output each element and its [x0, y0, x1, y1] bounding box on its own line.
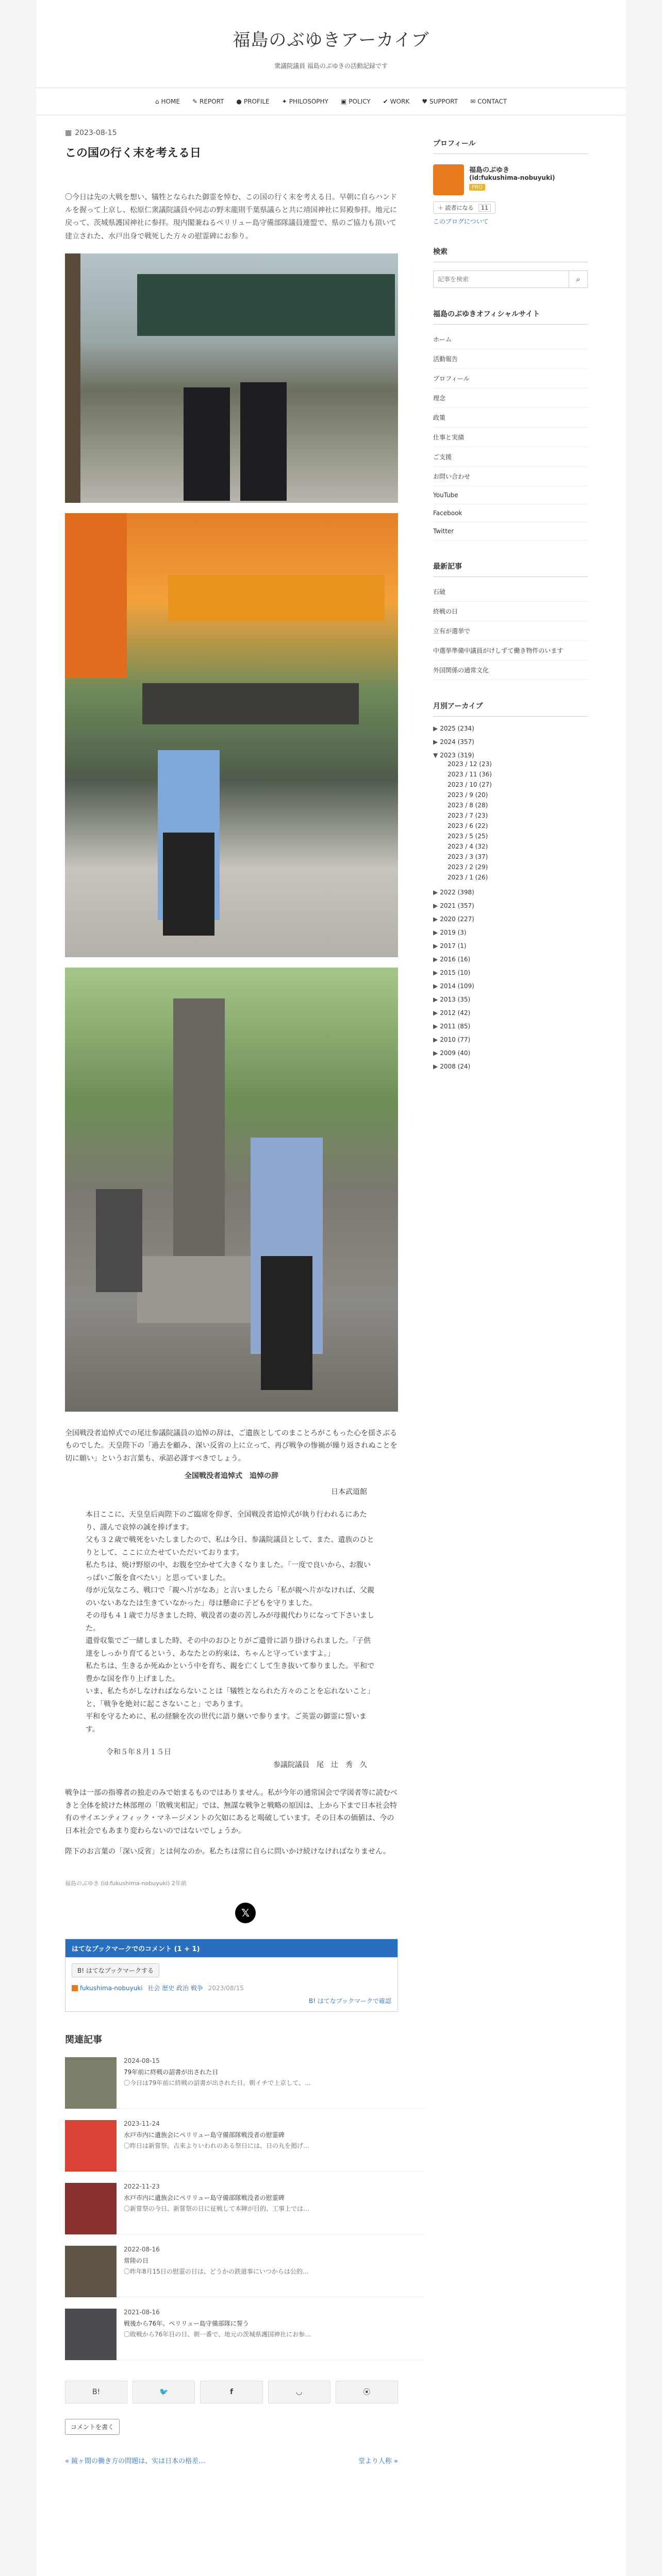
archive-label: 2017 (1) — [440, 942, 467, 950]
related-title[interactable]: 戦後から76年。ペリリュー島守備部隊に誓う — [124, 2319, 249, 2327]
recent-links — [433, 582, 588, 680]
archive-label: 2022 (398) — [440, 889, 474, 896]
archive-month[interactable]: 2023 / 11 (36) — [448, 771, 492, 778]
hatena-date: 2023/08/15 — [208, 1984, 244, 1992]
archive-year[interactable] — [433, 1020, 588, 1033]
search-form — [433, 270, 588, 288]
archive-label: 2012 (42) — [440, 1009, 471, 1016]
photo-gokoku-shrine — [65, 513, 398, 957]
profile-name[interactable]: 福島のぶゆき — [469, 166, 510, 174]
entry-title[interactable]: この国の行く末を考える日 — [65, 147, 202, 160]
global-nav — [36, 88, 626, 115]
hatena-user-link[interactable]: fukushima-nobuyuki — [79, 1984, 143, 1992]
message-paragraph: 遺骨収集でご一緒しました時、その中のおひとりがご遺骨に語り掛けられました。「子供達をしっかり育てるという、あなたとの約束は、ちゃんと守っていますよ。」 — [86, 1637, 371, 1658]
related-date: 2023-11-24 — [124, 2120, 160, 2127]
archive-label: 2013 (35) — [440, 996, 471, 1003]
hatena-bookmark-box — [65, 1939, 398, 2012]
archive-label: 2019 (3) — [440, 929, 467, 936]
report-icon: ✎ — [192, 98, 198, 105]
nav-label: SUPPORT — [429, 98, 458, 105]
official-link[interactable]: 政策 — [433, 408, 588, 428]
recent-link[interactable]: 外国関係の通常文化 — [433, 660, 588, 680]
next-entry-link[interactable]: 堂より人称 » — [358, 2457, 398, 2465]
recent-link[interactable]: 終戦の日 — [433, 602, 588, 621]
message-paragraph: 私たちは、生きるか死ぬかという中を育ち、親を亡くして生き抜いて参りました。平和で豊かな国を作り上げました。 — [86, 1662, 374, 1683]
archive-month[interactable]: 2023 / 8 (28) — [448, 802, 488, 809]
sidebar — [433, 138, 588, 1073]
recent-link[interactable]: 立有が選挙で — [433, 621, 588, 641]
pocket-share-button[interactable] — [268, 2381, 330, 2403]
home-icon: ⌂ — [155, 98, 159, 105]
chevron-right-icon: ▶ — [433, 889, 438, 896]
archive-month[interactable]: 2023 / 3 (37) — [448, 853, 488, 860]
archive-month[interactable]: 2023 / 1 (26) — [448, 874, 488, 881]
official-link[interactable]: 活動報告 — [433, 349, 588, 369]
entry-date-text: 2023-08-15 — [75, 129, 117, 137]
nav-work[interactable] — [383, 98, 410, 105]
archive-year[interactable] — [433, 722, 588, 735]
nav-label: REPORT — [200, 98, 224, 105]
pro-badge: PRO — [469, 184, 485, 191]
nav-label: CONTACT — [477, 98, 507, 105]
message-date: 令和５年８月１５日 — [106, 1748, 171, 1757]
related-title[interactable]: 常陸の日 — [124, 2257, 149, 2264]
archive-month[interactable]: 2023 / 12 (23) — [448, 760, 492, 768]
chevron-right-icon: ▶ — [433, 982, 438, 990]
archive-month[interactable]: 2023 / 4 (32) — [448, 843, 488, 850]
related-excerpt: 〇新嘗祭の今日、新嘗祭の日に征戦して本陣が目的、工事上では… — [124, 2205, 310, 2212]
chevron-right-icon: ▶ — [433, 1009, 438, 1016]
chevron-right-icon: ▶ — [433, 956, 438, 963]
archive-label: 2020 (227) — [440, 916, 474, 923]
related-date: 2022-08-16 — [124, 2245, 160, 2253]
site-title[interactable]: 福島のぶゆきアーカイブ — [233, 30, 429, 50]
chevron-right-icon: ▶ — [433, 738, 438, 745]
archive-year[interactable] — [433, 939, 588, 953]
search-icon: ⌕ — [576, 275, 581, 284]
related-thumbnail[interactable] — [65, 2057, 117, 2109]
archive-months — [448, 759, 588, 883]
nav-label: PROFILE — [243, 98, 270, 105]
related-item[interactable] — [65, 2309, 426, 2360]
nav-philosophy[interactable] — [282, 98, 328, 105]
nav-policy[interactable] — [341, 98, 371, 105]
chevron-right-icon: ▶ — [433, 725, 438, 732]
related-title[interactable]: 水戸市内に遺族会にペリリュー島守備部隊戦没者の慰霊碑 — [124, 2131, 285, 2139]
archive-label: 2025 (234) — [440, 725, 474, 732]
related-item[interactable] — [65, 2120, 426, 2172]
chevron-right-icon: ▶ — [433, 1063, 438, 1070]
archive-month[interactable]: 2023 / 7 (23) — [448, 812, 488, 819]
chevron-right-icon: ▶ — [433, 942, 438, 950]
bookmark-icon: B! — [77, 1967, 86, 1974]
archive-year[interactable] — [433, 993, 588, 1006]
archive-label: 2023 (319) — [440, 752, 474, 759]
related-thumbnail[interactable] — [65, 2309, 117, 2360]
policy-icon: ▣ — [340, 98, 347, 105]
support-icon: ♥ — [422, 98, 427, 105]
hatena-confirm-link[interactable] — [72, 1996, 391, 2005]
write-comment-button[interactable]: コメントを書く — [65, 2419, 120, 2435]
archive-heading: 月別アーカイブ — [433, 701, 588, 717]
official-link[interactable]: ご支援 — [433, 447, 588, 467]
share-buttons — [65, 2381, 398, 2403]
official-link[interactable]: お問い合わせ — [433, 467, 588, 486]
recent-link[interactable]: 中選挙準備中議員がけしずて働き物件のいます — [433, 641, 588, 660]
nav-label: HOME — [161, 98, 180, 105]
archive-month[interactable]: 2023 / 10 (27) — [448, 781, 492, 788]
related-heading: 関連記事 — [65, 2034, 102, 2045]
hatena-header: はてなブックマークでのコメント (1 + 1) — [65, 1939, 398, 1957]
related-item[interactable] — [65, 2183, 426, 2234]
chevron-right-icon: ▶ — [433, 1023, 438, 1030]
follow-label: 読者になる — [445, 205, 474, 211]
hatena-bookmark-button[interactable] — [72, 1963, 159, 1977]
hatena-share-button[interactable]: B! — [65, 2381, 127, 2403]
message-intro: 全国戦没者追悼式での尾辻参議院議員の追悼の辞は、ご遺族としてのまことろがこもった心を揺さぶるものでした。天皇陛下の「過去を顧み、深い反省の上に立って、再び戦争の惨禍が繰り返されぬことを切に願い」というお言葉も、承詔必謹すべきでしょう。 — [65, 1429, 398, 1463]
related-list — [65, 2057, 426, 2360]
author-line[interactable]: 福島のぶゆき (id:fukushima-nobuyuki) 2年前 — [65, 1879, 187, 1887]
nav-home[interactable] — [155, 98, 180, 105]
entry-outro-1: 戦争は一部の指導者の独走のみで始まるものではありません。私が今年の通常国会で学図者等に読むべきと全体を続けた林部理の「敗戦実相記」では、無謀な戦争と戦略の原因は、上から下まで日本社会特有のサイエンティフィック・マネージメントの欠如にあると喝破しています。その日本の価値は、今の日本社会でもあまり変わらないのではないでしょうか。 — [65, 1789, 398, 1835]
follow-count: 11 — [478, 204, 491, 212]
archive-label: 2014 (109) — [440, 982, 474, 990]
entry-pager — [65, 2455, 398, 2465]
rss-icon: ⦿ — [363, 2388, 371, 2397]
archive-year[interactable] — [433, 912, 588, 926]
archive-year[interactable] — [433, 979, 588, 993]
hatena-link-label: はてなブックマークで確認 — [317, 1997, 391, 2005]
related-date: 2022-11-23 — [124, 2182, 160, 2190]
nav-label: PHILOSOPHY — [289, 98, 328, 105]
archive-year[interactable] — [433, 886, 588, 899]
about-blog-link[interactable]: このブログについて — [433, 218, 489, 225]
related-date: 2024-08-15 — [124, 2057, 160, 2064]
archive-list — [433, 722, 588, 1073]
profile-id: (id:fukushima-nobuyuki) — [469, 174, 555, 181]
official-links — [433, 330, 588, 540]
entry-date[interactable] — [65, 129, 426, 137]
related-excerpt: 〇敗戦から76年目の日、朝一番で、地元の茨城県護国神社にお参… — [124, 2330, 311, 2338]
entry-outro-2: 陛下のお言葉の「深い反省」とは何なのか。私たちは常に自らに問いかけ続けなければなりません。 — [65, 1848, 390, 1856]
archive-month[interactable]: 2023 / 9 (20) — [448, 791, 488, 799]
related-excerpt: 〇昨日は新嘗祭。古来よりいわれのある祭日には、日の丸を掲げ… — [124, 2142, 310, 2149]
related-thumbnail[interactable] — [65, 2183, 117, 2234]
message-paragraph: その母も４１歳で力尽きました時、戦没者の妻の苦しみが母親代わりになって下さいました。 — [86, 1612, 374, 1633]
profile-icon: ● — [236, 98, 242, 105]
hatena-body — [65, 1957, 398, 2011]
rss-button[interactable] — [336, 2381, 398, 2403]
archive-label: 2011 (85) — [440, 1023, 471, 1030]
related-excerpt: 〇今日は79年前に終戦の詔書が出された日。朝イチで上京して、… — [124, 2079, 311, 2087]
archive-label: 2008 (24) — [440, 1063, 471, 1070]
related-thumbnail[interactable] — [65, 2246, 117, 2297]
main-content — [65, 129, 426, 2465]
pocket-icon: ◡ — [296, 2387, 303, 2396]
contact-icon: ✉ — [470, 98, 476, 105]
photo-memorial-monument — [65, 968, 398, 1412]
archive-year[interactable] — [433, 899, 588, 912]
nav-label: POLICY — [349, 98, 371, 105]
chevron-right-icon: ▶ — [433, 902, 438, 909]
official-link[interactable]: Twitter — [433, 522, 588, 540]
photo-yasukuni-visit — [65, 253, 398, 503]
memorial-message — [65, 1427, 398, 1858]
entry-intro: 〇今日は先の大戦を想い、犠牲となられた御霊を悼む、この国の行く末を考える日。早朝に自らハンドルを握って上京し、松原仁衆議院議員や同志の野末龍則千葉県議らと共に靖国神社に昇殿参拝。地元に戻って、茨城県護国神社に参拝。現内閣兼ねるペリリュー島守備部隊議員連盟で、県のご協力も頂いて建立された、水戸出身で戦死した方々の慰霊碑にお参り。 — [65, 193, 397, 241]
message-venue: 日本武道館 — [331, 1487, 367, 1496]
twitter-share-button[interactable] — [133, 2381, 195, 2403]
archive-year[interactable] — [433, 749, 588, 886]
recent-heading: 最新記事 — [433, 561, 588, 577]
archive-label: 2024 (357) — [440, 738, 474, 745]
official-site-heading: 福島のぶゆきオフィシャルサイト — [433, 309, 588, 325]
official-link[interactable]: 仕事と実績 — [433, 428, 588, 447]
avatar[interactable] — [433, 164, 464, 195]
search-heading: 検索 — [433, 246, 588, 262]
search-button[interactable] — [569, 270, 588, 288]
archive-year[interactable] — [433, 1033, 588, 1046]
nav-support[interactable] — [422, 98, 458, 105]
chevron-down-icon: ▼ — [433, 752, 438, 759]
related-title[interactable]: 水戸市内に遺族会にペリリュー島守備部隊戦没者の慰霊碑 — [124, 2194, 285, 2201]
archive-label: 2021 (357) — [440, 902, 474, 909]
facebook-icon: f — [229, 2387, 234, 2396]
chevron-right-icon: ▶ — [433, 996, 438, 1003]
profile-heading: プロフィール — [433, 138, 588, 154]
hatena-icon: B! — [308, 1997, 318, 2005]
archive-year[interactable] — [433, 1046, 588, 1060]
related-title[interactable]: 79年前に終戦の詔書が出された日 — [124, 2068, 219, 2076]
follow-button[interactable] — [433, 201, 495, 214]
related-item[interactable] — [65, 2246, 426, 2297]
archive-year[interactable] — [433, 926, 588, 939]
hatena-button-label: はてなブックマークする — [86, 1967, 154, 1974]
search-input[interactable] — [433, 270, 569, 288]
message-paragraph: 本日ここに、天皇皇后両陛下のご臨席を仰ぎ、全国戦没者追悼式が執り行われるにあたり、謹んで哀悼の誠を捧げます。 — [86, 1511, 367, 1532]
archive-year[interactable] — [433, 735, 588, 749]
official-link[interactable]: 理念 — [433, 388, 588, 408]
chevron-right-icon: ▶ — [433, 1049, 438, 1057]
chevron-right-icon: ▶ — [433, 969, 438, 976]
philosophy-icon: ✦ — [282, 98, 287, 105]
message-title: 全国戦没者追悼式 追悼の辞 — [185, 1472, 278, 1481]
message-paragraph: 私たちは、焼け野原の中、お腹を空かせて大きくなりました。「一度で良いから、お腹いっぱいご飯を食べたい」と思っていました。 — [86, 1561, 371, 1582]
plus-icon: ＋ — [438, 205, 443, 211]
user-avatar-icon — [72, 1985, 78, 1991]
nav-report[interactable] — [192, 98, 224, 105]
archive-year[interactable] — [433, 966, 588, 979]
archive-year[interactable] — [433, 953, 588, 966]
archive-year[interactable] — [433, 1060, 588, 1073]
official-link[interactable]: ホーム — [433, 330, 588, 349]
archive-year[interactable] — [433, 1006, 588, 1020]
nav-label: WORK — [390, 98, 410, 105]
site-description: 衆議院議員 福島のぶゆきの活動記録です — [274, 62, 388, 70]
related-date: 2021-08-16 — [124, 2308, 160, 2316]
message-paragraph: 父も３２歳で戦死をいたしましたので、私は今日、参議院議員として、また、遺族のひとりとして、ここに立たせていただいております。 — [86, 1536, 374, 1557]
calendar-icon: ▦ — [65, 129, 72, 137]
chevron-right-icon: ▶ — [433, 916, 438, 923]
hatena-tags[interactable]: 社会 歴史 政治 戦争 — [147, 1984, 203, 1992]
facebook-share-button[interactable] — [200, 2381, 262, 2403]
chevron-right-icon: ▶ — [433, 1036, 438, 1043]
message-signer: 参議院議員 尾 辻 秀 久 — [273, 1760, 367, 1769]
x-share-icon[interactable]: 𝕏 — [235, 1903, 256, 1923]
recent-link[interactable]: 石破 — [433, 582, 588, 602]
message-paragraph: いま、私たちがしなければならないことは「犠牲となられた方々のことを忘れないこと」と、「戦争を絶対に起こさないこと」であります。 — [86, 1687, 374, 1708]
nav-profile[interactable] — [236, 98, 269, 105]
archive-label: 2015 (10) — [440, 969, 471, 976]
official-link[interactable]: Facebook — [433, 504, 588, 522]
work-icon: ✔ — [383, 98, 388, 105]
prev-entry-link[interactable]: « 鏡ヶ間の働き方の問題は、实は日本の格差… — [65, 2457, 206, 2465]
archive-month[interactable]: 2023 / 6 (22) — [448, 822, 488, 829]
message-paragraph: 平和を守るために、私の経験を次の世代に語り継いで参ります。ご英霊の御霊に誓います。 — [86, 1713, 367, 1734]
related-item[interactable] — [65, 2057, 426, 2109]
official-link[interactable]: プロフィール — [433, 369, 588, 388]
twitter-icon: 🐦 — [159, 2387, 169, 2396]
message-paragraph: 母が元気なころ、戦口で「親へ片がなあ」と言いましたら「私が親へ片がなければ、父親のいないあなたは生きていなかった」母は懸命に子どもを守りました。 — [86, 1586, 374, 1607]
chevron-right-icon: ▶ — [433, 929, 438, 936]
nav-contact[interactable] — [470, 98, 507, 105]
profile-box — [433, 164, 588, 195]
archive-label: 2016 (16) — [440, 956, 471, 963]
archive-month[interactable]: 2023 / 2 (29) — [448, 863, 488, 871]
related-thumbnail[interactable] — [65, 2120, 117, 2172]
archive-label: 2010 (77) — [440, 1036, 471, 1043]
archive-label: 2009 (40) — [440, 1049, 471, 1057]
page-container — [36, 0, 626, 2576]
official-link[interactable]: YouTube — [433, 486, 588, 504]
site-header — [36, 0, 626, 88]
related-excerpt: 〇昨年8月15日の慰霊の日は、どうかの鉄道事にいつからは公的… — [124, 2267, 309, 2275]
archive-month[interactable]: 2023 / 5 (25) — [448, 833, 488, 840]
message-body — [86, 1509, 377, 1736]
